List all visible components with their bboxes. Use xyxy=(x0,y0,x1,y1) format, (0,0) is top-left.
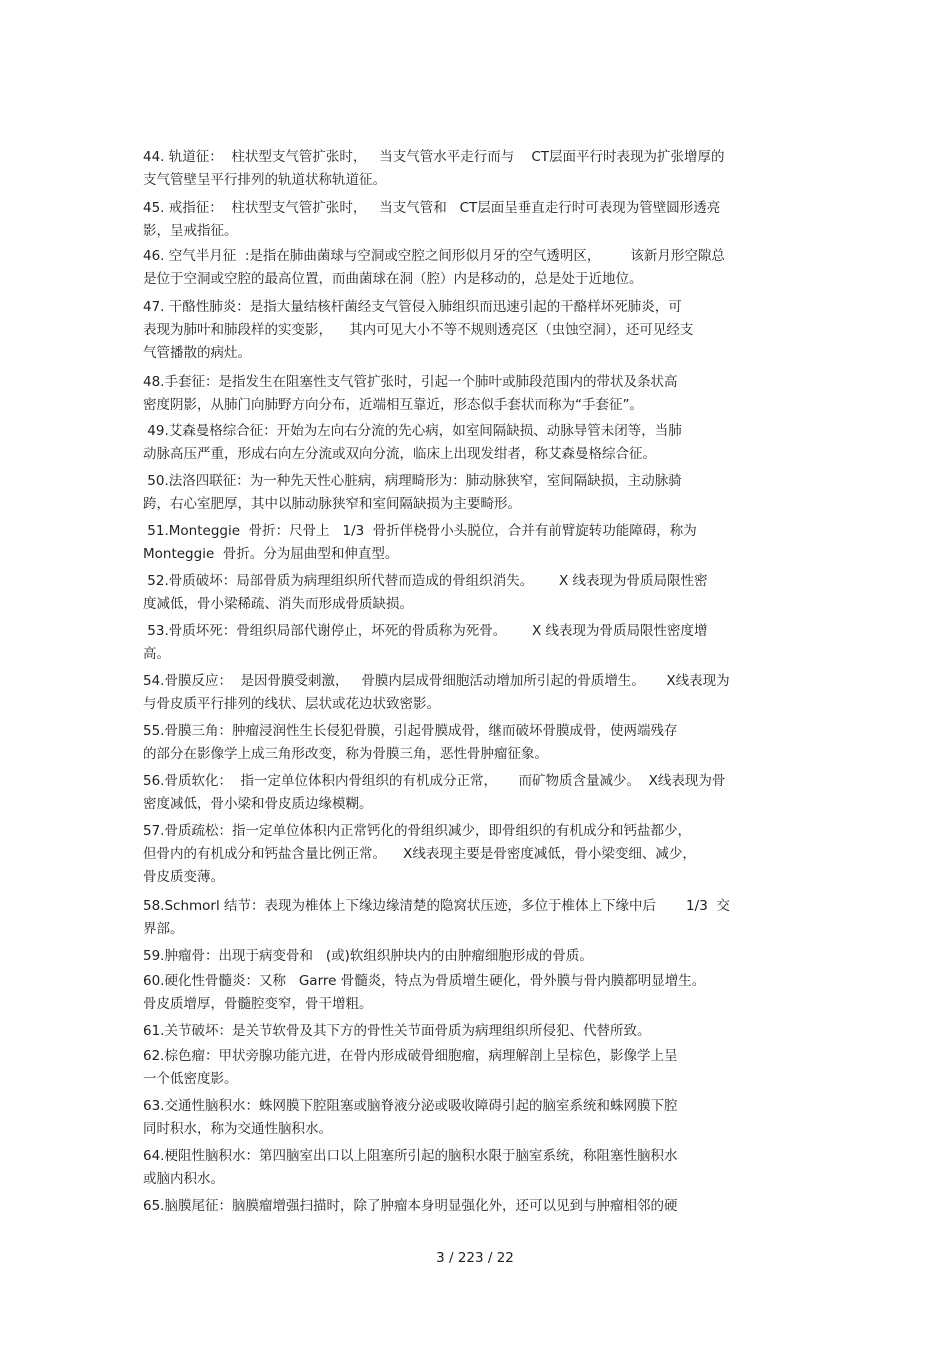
entry-line: 55.骨膜三角：肿瘤浸润性生长侵犯骨膜，引起骨膜成骨，继而破坏骨膜成骨，使两端残存 xyxy=(143,723,678,739)
entry-line: 54.骨膜反应： 是因骨膜受刺激， 骨膜内层成骨细胞活动增加所引起的骨质增生。 X线表现为 xyxy=(143,673,730,689)
entry-line: 57.骨质疏松：指一定单位体积内正常钙化的骨组织减少，即骨组织的有机成分和钙盐都少， xyxy=(143,823,691,839)
entry-line: 53.骨质坏死：骨组织局部代谢停止，坏死的骨质称为死骨。 X 线表现为骨质局限性密度增 xyxy=(143,623,708,639)
entry-line: 是位于空洞或空腔的最高位置，而曲菌球在洞（腔）内是移动的，总是处于近地位。 xyxy=(143,271,643,287)
entry-line: 63.交通性脑积水：蛛网膜下腔阻塞或脑脊液分泌或吸收障碍引起的脑室系统和蛛网膜下腔 xyxy=(143,1098,678,1114)
glossary-entry xyxy=(143,296,823,365)
entry-line: 50.法洛四联征：为一种先天性心脏病，病理畸形为：肺动脉狭窄，室间隔缺损，主动脉骑 xyxy=(143,473,682,489)
entry-line: 影，呈戒指征。 xyxy=(143,223,238,239)
glossary-entry xyxy=(143,245,823,291)
glossary-entry xyxy=(143,820,823,889)
glossary-entry xyxy=(143,146,823,192)
entry-line: 的部分在影像学上成三角形改变，称为骨膜三角，恶性骨肿瘤征象。 xyxy=(143,746,548,762)
entry-line: 或脑内积水。 xyxy=(143,1171,224,1187)
entry-line: 高。 xyxy=(143,646,170,662)
glossary-entry xyxy=(143,520,823,566)
entry-line: 支气管壁呈平行排列的轨道状称轨道征。 xyxy=(143,172,386,188)
entry-line: 一个低密度影。 xyxy=(143,1071,238,1087)
entry-line: 59.肿瘤骨：出现于病变骨和 (或)软组织肿块内的由肿瘤细胞形成的骨质。 xyxy=(143,948,593,964)
entry-line: 47. 干酪性肺炎：是指大量结核杆菌经支气管侵入肺组织而迅速引起的干酪样坏死肺炎，可 xyxy=(143,299,682,315)
entry-line: 跨，右心室肥厚，其中以肺动脉狭窄和室间隔缺损为主要畸形。 xyxy=(143,496,521,512)
glossary-entry xyxy=(143,470,823,516)
entry-line: 密度减低，骨小梁和骨皮质边缘模糊。 xyxy=(143,796,373,812)
glossary-entry xyxy=(143,620,823,666)
glossary-entry xyxy=(143,197,823,243)
entry-line: 48.手套征：是指发生在阻塞性支气管扩张时，引起一个肺叶或肺段范围内的带状及条状高 xyxy=(143,374,678,390)
glossary-entry xyxy=(143,720,823,766)
entry-line: 动脉高压严重，形成右向左分流或双向分流，临床上出现发绀者，称艾森曼格综合征。 xyxy=(143,446,656,462)
entry-line: 密度阴影，从肺门向肺野方向分布，近端相互靠近，形态似手套状而称为“手套征”。 xyxy=(143,397,643,413)
entry-line: 度减低，骨小梁稀疏、消失而形成骨质缺损。 xyxy=(143,596,413,612)
glossary-entry xyxy=(143,371,823,417)
entry-line: 46. 空气半月征 :是指在肺曲菌球与空洞或空腔之间形似月牙的空气透明区， 该新月形空隙总 xyxy=(143,248,725,264)
entry-line: Monteggie 骨折。分为屈曲型和伸直型。 xyxy=(143,546,399,562)
entry-line: 与骨皮质平行排列的线状、层状或花边状致密影。 xyxy=(143,696,440,712)
entry-line: 65.脑膜尾征：脑膜瘤增强扫描时，除了肿瘤本身明显强化外，还可以见到与肿瘤相邻的硬 xyxy=(143,1198,678,1214)
entry-line: 界部。 xyxy=(143,921,184,937)
entry-line: 62.棕色瘤：甲状旁腺功能亢进，在骨内形成破骨细胞瘤，病理解剖上呈棕色，影像学上呈 xyxy=(143,1048,678,1064)
entry-line: 表现为肺叶和肺段样的实变影， 其内可见大小不等不规则透亮区（虫蚀空洞），还可见经支 xyxy=(143,322,694,338)
glossary-entry xyxy=(143,1195,823,1218)
entry-line: 45. 戒指征： 柱状型支气管扩张时， 当支气管和 CT层面呈垂直走行时可表现为管壁圆形透亮 xyxy=(143,200,721,216)
glossary-entry xyxy=(143,570,823,616)
glossary-entry xyxy=(143,1045,823,1091)
glossary-entry xyxy=(143,1020,823,1043)
entry-line: 气管播散的病灶。 xyxy=(143,345,251,361)
glossary-entry xyxy=(143,670,823,716)
entry-line: 58.Schmorl 结节：表现为椎体上下缘边缘清楚的隐窝状压迹，多位于椎体上下缘中后 1/3 交 xyxy=(143,898,730,914)
entry-line: 51.Monteggie 骨折：尺骨上 1/3 骨折伴桡骨小头脱位，合并有前臂旋转功能障碍，称为 xyxy=(143,523,697,539)
glossary-entry xyxy=(143,770,823,816)
entry-line: 52.骨质破坏：局部骨质为病理组织所代替而造成的骨组织消失。 X 线表现为骨质局限性密 xyxy=(143,573,708,589)
entry-line: 44. 轨道征： 柱状型支气管扩张时， 当支气管水平走行而与 CT层面平行时表现为扩张增厚的 xyxy=(143,149,725,165)
entry-line: 但骨内的有机成分和钙盐含量比例正常。 X线表现主要是骨密度减低，骨小梁变细、减少， xyxy=(143,846,696,862)
entry-line: 49.艾森曼格综合征：开始为左向右分流的先心病，如室间隔缺损、动脉导管未闭等，当肺 xyxy=(143,423,682,439)
entry-line: 骨皮质增厚，骨髓腔变窄，骨干增粗。 xyxy=(143,996,373,1012)
entry-line: 64.梗阻性脑积水：第四脑室出口以上阻塞所引起的脑积水限于脑室系统，称阻塞性脑积水 xyxy=(143,1148,678,1164)
entry-line: 61.关节破坏：是关节软骨及其下方的骨性关节面骨质为病理组织所侵犯、代替所致。 xyxy=(143,1023,651,1039)
glossary-entry xyxy=(143,420,823,466)
entry-line: 骨皮质变薄。 xyxy=(143,869,224,885)
entry-line: 56.骨质软化： 指一定单位体积内骨组织的有机成分正常， 而矿物质含量减少。 X线表现为骨 xyxy=(143,773,726,789)
glossary-entry xyxy=(143,945,823,968)
entry-line: 同时积水，称为交通性脑积水。 xyxy=(143,1121,332,1137)
glossary-entry xyxy=(143,895,823,941)
glossary-entry xyxy=(143,970,823,1016)
entry-line: 60.硬化性骨髓炎：又称 Garre 骨髓炎，特点为骨质增生硬化，骨外膜与骨内膜都明显增生。 xyxy=(143,973,706,989)
page-number: 3 / 223 / 22 xyxy=(436,1250,514,1266)
glossary-entry xyxy=(143,1095,823,1141)
glossary-entry xyxy=(143,1145,823,1191)
